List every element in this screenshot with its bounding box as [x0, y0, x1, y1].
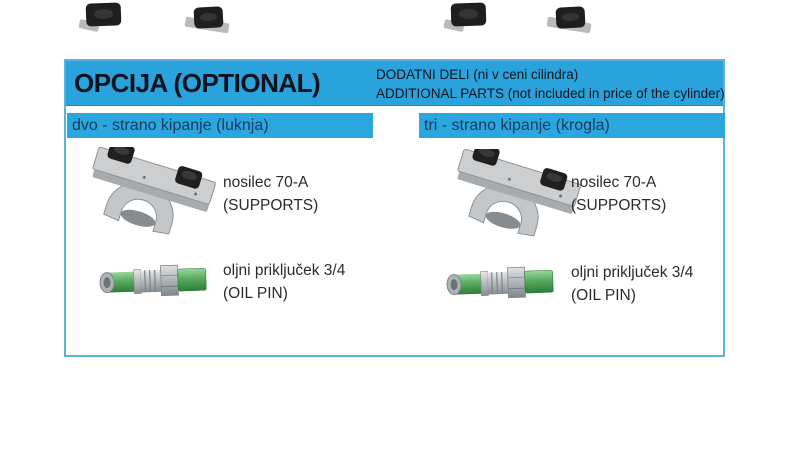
- item-label-oil-pin: [223, 259, 345, 305]
- support-bracket-image: [447, 149, 585, 243]
- item-label-supports: [571, 171, 666, 217]
- page-title: OPCIJA (OPTIONAL): [74, 68, 321, 98]
- oil-pin-3d-icon: [441, 259, 561, 307]
- oil-pin-image: [94, 257, 214, 305]
- oil-pin-3d-icon: [94, 257, 214, 305]
- oil-pin-image: [441, 259, 561, 307]
- bolt-icon: [555, 6, 585, 28]
- note-line-2: ADDITIONAL PARTS (not included in price of the cylinder): [376, 86, 725, 101]
- item-name-en: (OIL PIN): [223, 285, 288, 302]
- header-notes: [376, 65, 725, 103]
- panel-header-band: [66, 61, 723, 106]
- options-panel: [64, 59, 725, 357]
- item-name: oljni priključek 3/4: [571, 264, 694, 281]
- item-name-en: (SUPPORTS): [223, 197, 319, 214]
- note-line-1: DODATNI DELI (ni v ceni cilindra): [376, 67, 579, 82]
- item-name-en: (OIL PIN): [571, 287, 636, 304]
- item-name: nosilec 70-A: [571, 174, 657, 191]
- column-header-dvo: dvo - strano kipanje (luknja): [67, 113, 373, 138]
- support-bracket-3d-icon: [82, 147, 220, 241]
- item-label-oil-pin: [571, 261, 693, 307]
- bolt-icon: [86, 2, 122, 26]
- item-name-en: (SUPPORTS): [571, 197, 667, 214]
- bolt-icon: [451, 2, 487, 26]
- column-header-tri: tri - strano kipanje (krogla): [419, 113, 725, 138]
- item-name: oljni priključek 3/4: [223, 262, 346, 279]
- bolt-icon: [193, 6, 223, 28]
- support-bracket-image: [82, 147, 220, 241]
- support-bracket-3d-icon: [447, 149, 585, 243]
- item-name: nosilec 70-A: [223, 174, 309, 191]
- item-label-supports: [223, 171, 318, 217]
